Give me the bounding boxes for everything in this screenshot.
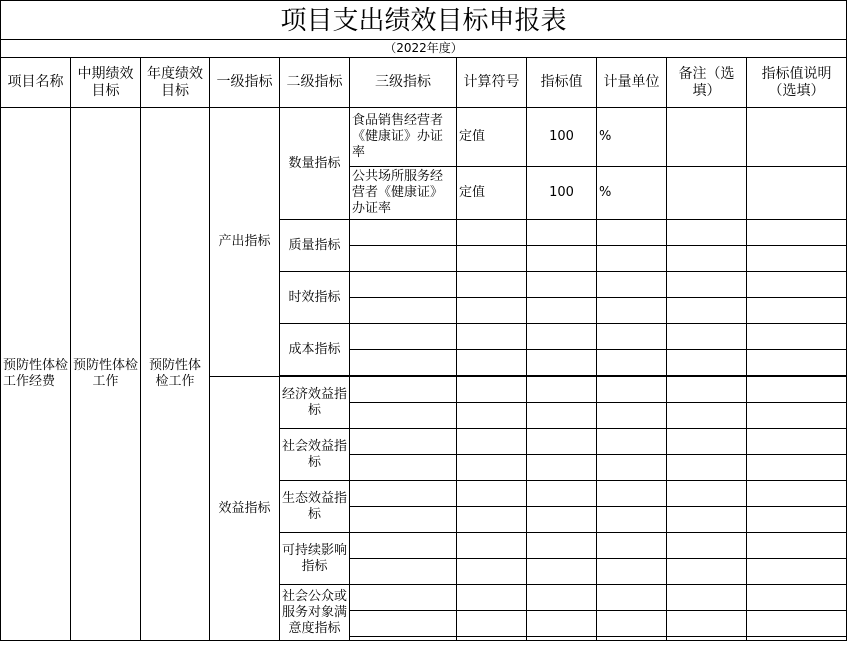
desc-cell bbox=[747, 108, 847, 167]
level2-timeliness: 时效指标 bbox=[280, 272, 350, 324]
level2-ecological: 生态效益指标 bbox=[280, 481, 350, 533]
header-cell: 中期绩效目标 bbox=[71, 58, 141, 108]
header-cell: 三级指标 bbox=[350, 58, 457, 108]
header-cell: 一级指标 bbox=[210, 58, 280, 108]
note-cell bbox=[667, 108, 747, 167]
note-cell bbox=[667, 167, 747, 220]
level1-benefit: 效益指标 bbox=[210, 377, 280, 641]
form-title: 项目支出绩效目标申报表 bbox=[0, 0, 847, 39]
value-cell: 100 bbox=[527, 167, 597, 220]
header-cell: 计量单位 bbox=[597, 58, 667, 108]
symbol-cell: 定值 bbox=[457, 108, 527, 167]
indicator-cell: 公共场所服务经营者《健康证》办证率 bbox=[350, 167, 457, 220]
unit-cell: % bbox=[597, 167, 667, 220]
symbol-cell: 定值 bbox=[457, 167, 527, 220]
level2-social: 社会效益指标 bbox=[280, 429, 350, 481]
level2-quality: 质量指标 bbox=[280, 220, 350, 272]
performance-table bbox=[0, 57, 847, 641]
level2-quantity: 数量指标 bbox=[280, 108, 350, 220]
header-cell: 二级指标 bbox=[280, 58, 350, 108]
header-cell: 指标值说明（选填） bbox=[747, 58, 847, 108]
header-row bbox=[1, 58, 847, 108]
fiscal-year: （2022年度） bbox=[0, 39, 847, 57]
level2-sustainable: 可持续影响指标 bbox=[280, 533, 350, 585]
desc-cell bbox=[747, 167, 847, 220]
unit-cell: % bbox=[597, 108, 667, 167]
level2-satisfaction: 社会公众或服务对象满意度指标 bbox=[280, 585, 350, 641]
level2-economic: 经济效益指标 bbox=[280, 377, 350, 429]
level2-cost: 成本指标 bbox=[280, 324, 350, 376]
project-name: 预防性体检工作经费 bbox=[1, 108, 71, 641]
mid-term-goal: 预防性体检工作 bbox=[71, 108, 141, 641]
header-cell: 项目名称 bbox=[1, 58, 71, 108]
header-cell: 年度绩效目标 bbox=[141, 58, 210, 108]
level1-output: 产出指标 bbox=[210, 108, 280, 377]
indicator-cell: 食品销售经营者《健康证》办证率 bbox=[350, 108, 457, 167]
annual-goal: 预防性体检工作 bbox=[141, 108, 210, 641]
header-cell: 指标值 bbox=[527, 58, 597, 108]
table-row bbox=[1, 108, 847, 167]
header-cell: 计算符号 bbox=[457, 58, 527, 108]
value-cell: 100 bbox=[527, 108, 597, 167]
header-cell: 备注（选填） bbox=[667, 58, 747, 108]
